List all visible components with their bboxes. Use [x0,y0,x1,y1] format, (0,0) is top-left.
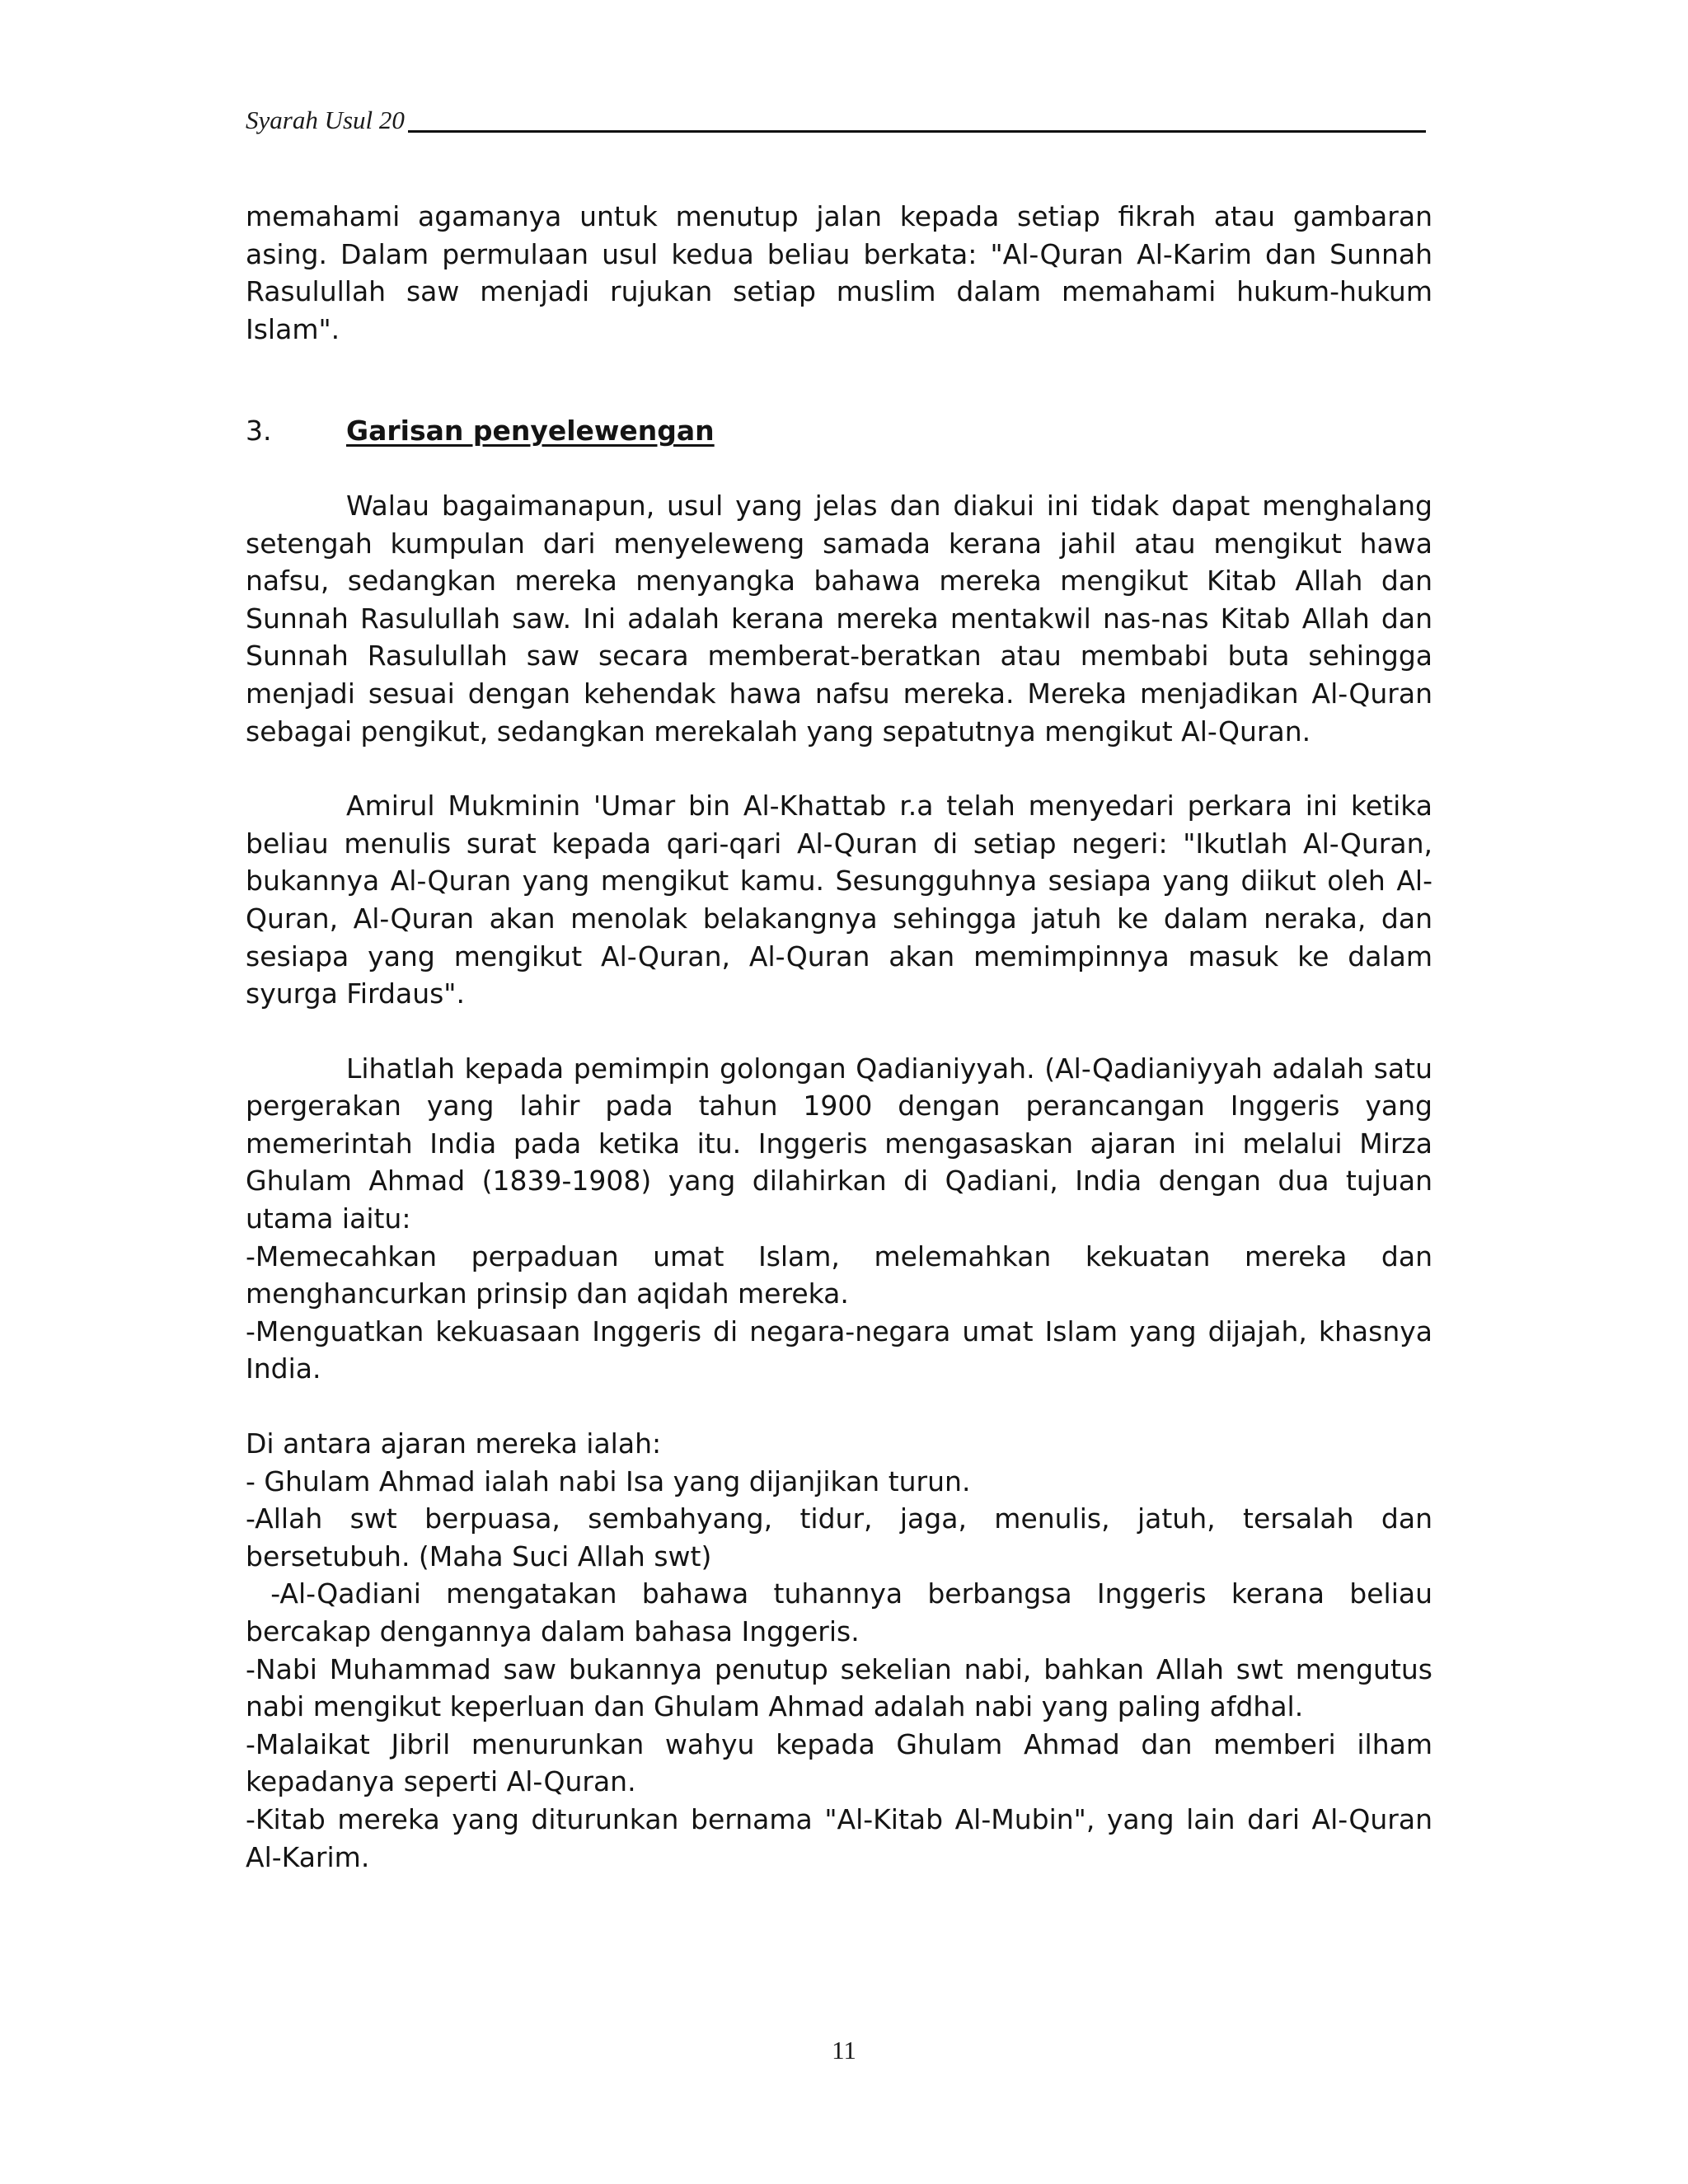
teachings-intro: Di antara ajaran mereka ialah: [246,1427,662,1460]
running-header-title: Syarah Usul 20 [246,105,405,134]
body-text [246,198,1442,1876]
page-number: 11 [832,2036,856,2064]
teaching-item: -Al-Qadiani mengatakan bahawa tuhannya berbangsa Inggeris kerana beliau bercakap dengannya dalam bahasa Inggeris. [246,1577,1442,1647]
section-heading [246,412,1432,450]
teaching-item: -Nabi Muhammad saw bukannya penutup sekelian nabi, bahkan Allah swt mengutus nabi mengikut keperluan dan Ghulam Ahmad adalah nabi yang paling afdhal. [246,1652,1432,1723]
header-rule [408,130,1426,133]
aim-item: -Menguatkan kekuasaan Inggeris di negara-negara umat Islam yang dijajah, khasnya India. [246,1315,1432,1385]
teaching-item: - Ghulam Ahmad ialah nabi Isa yang dijanjikan turun. [246,1465,971,1497]
running-header [246,99,1426,135]
spacer [246,1388,1432,1425]
intro-paragraph: memahami agamanya untuk menutup jalan kepada setiap fikrah atau gambaran asing. Dalam permulaan usul kedua beliau berkata: "Al-Quran Al-Karim dan Sunnah Rasulullah saw menjadi rujukan setiap muslim dalam memahami hukum-hukum Islam". [246,200,1432,345]
section-title: Garisan penyelewengan [346,415,715,448]
teaching-item: -Kitab mereka yang diturunkan bernama "Al-Kitab Al-Mubin", yang lain dari Al-Quran Al-Karim. [246,1802,1432,1873]
paragraph-qadianiyyah: Lihatlah kepada pemimpin golongan Qadianiyyah. (Al-Qadianiyyah adalah satu pergerakan yang lahir pada tahun 1900 dengan perancangan Inggeris yang memerintah India pada ketika itu. Inggeris mengasaskan ajaran ini melalui Mirza Ghulam Ahmad (1839-1908) yang dilahirkan di Qadiani, India dengan dua tujuan utama iaitu: [246,1052,1432,1235]
spacer [246,1013,1432,1050]
spacer [246,750,1432,787]
spacer [246,450,1432,487]
teaching-item: -Malaikat Jibril menurunkan wahyu kepada Ghulam Ahmad dan memberi ilham kepadanya seperti Al-Quran. [246,1727,1432,1798]
aim-item: -Memecahkan perpaduan umat Islam, melemahkan kekuatan mereka dan menghancurkan prinsip dan aqidah mereka. [246,1240,1432,1310]
paragraph-umar-letter: Amirul Mukminin 'Umar bin Al-Khattab r.a telah menyedari perkara ini ketika beliau menulis surat kepada qari-qari Al-Quran di setiap negeri: "Ikutlah Al-Quran, bukannya Al-Quran yang mengikut kamu. Sesungguhnya sesiapa yang diikut oleh Al-Quran, Al-Quran akan menolak belakangnya sehingga jatuh ke dalam neraka, dan sesiapa yang mengikut Al-Quran, Al-Quran akan memimpinnya masuk ke dalam syurga Firdaus". [246,790,1432,1010]
spacer [246,348,1432,412]
paragraph-deviation: Walau bagaimanapun, usul yang jelas dan diakui ini tidak dapat menghalang setengah kumpulan dari menyeleweng samada kerana jahil atau mengikut hawa nafsu, sedangkan mereka menyangka bahawa mereka mengikut Kitab Allah dan Sunnah Rasulullah saw. Ini adalah kerana mereka mentakwil nas-nas Kitab Allah dan Sunnah Rasulullah saw secara memberat-beratkan atau membabi buta sehingga menjadi sesuai dengan kehendak hawa nafsu mereka. Mereka menjadikan Al-Quran sebagai pengikut, sedangkan merekalah yang sepatutnya mengikut Al-Quran. [246,489,1432,748]
section-number: 3. [246,415,272,448]
teaching-item: -Allah swt berpuasa, sembahyang, tidur, jaga, menulis, jatuh, tersalah dan bersetubuh. (Maha Suci Allah swt) [246,1502,1432,1572]
